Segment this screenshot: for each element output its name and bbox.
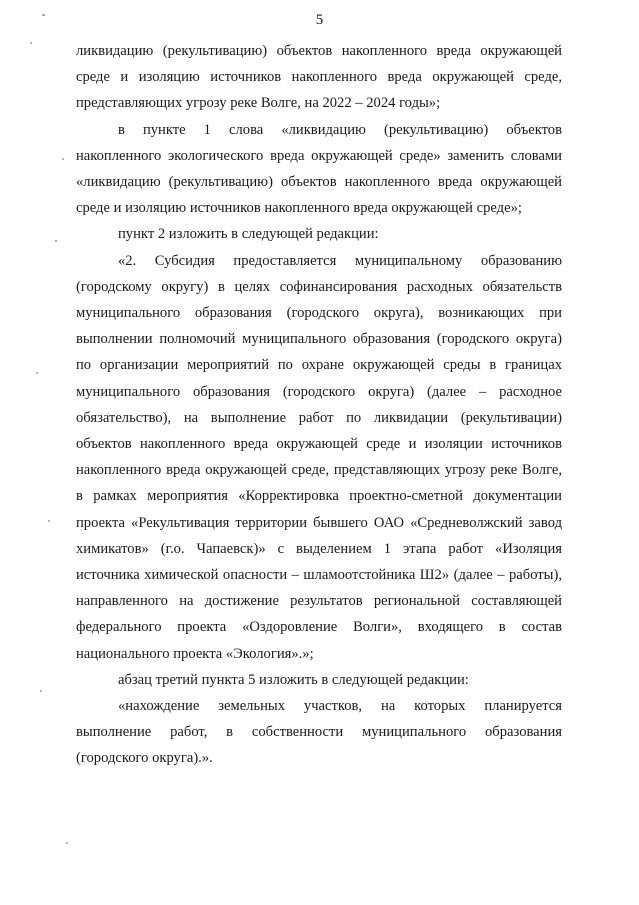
scan-speck (42, 14, 45, 16)
scan-speck (40, 690, 42, 692)
document-body (76, 38, 562, 772)
scan-speck (36, 372, 38, 374)
scan-speck (62, 158, 64, 160)
paragraph: «2. Субсидия предоставляется муниципальному образованию (городскому округу) в целях софинансирования расходных обязательств муниципального образования (городского округа), возникающих при выполнении полномочий муниципального образования (городского округа) по организации мероприятий по охране окружающей среды в границах муниципального образования (городского округа) (далее – расходное обязательство), на выполнение работ по ликвидации (рекультивации) объектов накопленного вреда окружающей среде и изоляции источников накопленного вреда окружающей среде, представляющих угрозу реке Волге, в рамках мероприятия «Корректировка проектно-сметной документации проекта «Рекультивация территории бывшего ОАО «Средневолжский завод химикатов» (г.о. Чапаевск)» с выделением 1 этапа работ «Изоляция источника химической опасности – шламоотстойника Ш2» (далее – работы), направленного на достижение результатов региональной составляющей федерального проекта «Оздоровление Волги», входящего в состав национального проекта «Экология».»; (76, 252, 562, 662)
scan-speck (66, 842, 68, 844)
paragraph: абзац третий пункта 5 изложить в следующей редакции: (118, 671, 469, 688)
scan-speck (30, 42, 32, 44)
scan-speck (48, 520, 50, 522)
page-number: 5 (315, 12, 324, 28)
scan-speck (55, 240, 57, 242)
paragraph-continuation: ликвидацию (рекультивацию) объектов накопленного вреда окружающей среде и изоляцию источников накопленного вреда окружающей среде, представляющих угрозу реке Волге, на 2022 – 2024 годы»; (76, 43, 562, 112)
paragraph: в пункте 1 слова «ликвидацию (рекультивацию) объектов накопленного экологического вреда окружающей среде» заменить словами «ликвидацию (рекультивацию) объектов накопленного вреда окружающей среде и изоляцию источников накопленного вреда окружающей среде»; (76, 121, 562, 217)
paragraph: пункт 2 изложить в следующей редакции: (118, 226, 379, 243)
paragraph: «нахождение земельных участков, на которых планируется выполнение работ, в собственности муниципального образования (городского округа).». (76, 698, 562, 767)
